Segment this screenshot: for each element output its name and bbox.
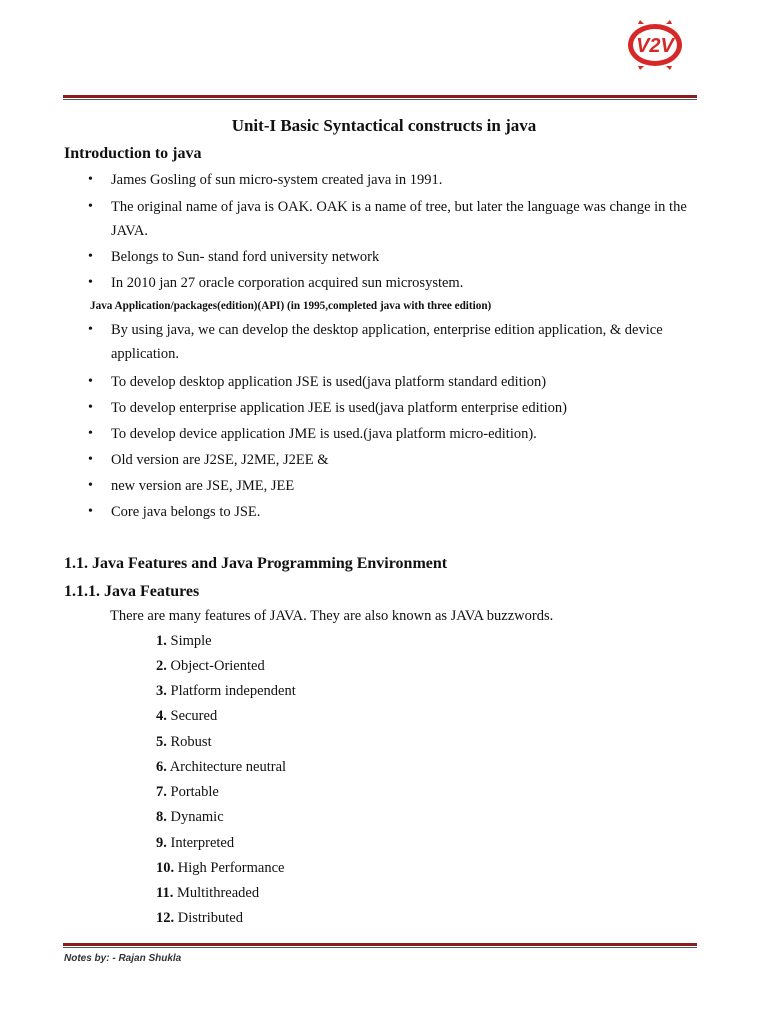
header-divider	[63, 95, 697, 100]
feature-item: 5. Robust	[156, 734, 212, 750]
v2v-logo	[624, 20, 686, 70]
api-bullet: • new version are JSE, JME, JEE	[88, 478, 295, 494]
page-title: Unit-I Basic Syntactical constructs in java	[231, 116, 537, 135]
intro-heading: Introduction to java	[64, 145, 202, 162]
footer-divider	[63, 943, 697, 948]
feature-item: 4. Secured	[156, 708, 218, 724]
feature-item: 1. Simple	[156, 633, 212, 649]
intro-bullet: • Belongs to Sun- stand ford university network	[88, 249, 380, 265]
api-bullet: • To develop device application JME is used.(java platform micro-edition).	[88, 426, 537, 442]
api-subheading: Java Application/packages(edition)(API) (in 1995,completed java with three edition)	[90, 300, 492, 312]
feature-item: 2. Object-Oriented	[156, 658, 265, 674]
api-bullet: • To develop enterprise application JEE is used(java platform enterprise edition)	[88, 400, 567, 416]
api-bullet: • Old version are J2SE, J2ME, J2EE &	[88, 452, 329, 468]
footer-note: Notes by: - Rajan Shukla	[64, 953, 182, 964]
intro-bullet: • In 2010 jan 27 oracle corporation acquired sun microsystem.	[88, 275, 464, 291]
feature-item: 8. Dynamic	[156, 809, 224, 825]
features-intro: There are many features of JAVA. They are also known as JAVA buzzwords.	[110, 608, 554, 624]
api-bullet: • To develop desktop application JSE is used(java platform standard edition)	[88, 374, 547, 390]
feature-item: 10. High Performance	[156, 860, 285, 876]
feature-item: 7. Portable	[156, 784, 219, 800]
feature-item: 6. Architecture neutral	[156, 759, 287, 775]
section-heading: 1.1. Java Features and Java Programming Environment	[64, 555, 448, 572]
section-subheading: 1.1.1. Java Features	[64, 583, 200, 600]
intro-bullet: • The original name of java is OAK. OAK is a name of tree, but later the language was change in the JAVA.	[88, 199, 687, 239]
api-bullet: • By using java, we can develop the desktop application, enterprise edition application, & device application.	[88, 322, 663, 362]
feature-item: 12. Distributed	[156, 910, 243, 926]
intro-bullet: • James Gosling of sun micro-system created java in 1991.	[88, 172, 443, 188]
api-bullet: • Core java belongs to JSE.	[88, 504, 261, 520]
feature-item: 3. Platform independent	[156, 683, 296, 699]
logo-text: V2V	[636, 35, 674, 57]
feature-item: 9. Interpreted	[156, 835, 235, 851]
feature-item: 11. Multithreaded	[156, 885, 260, 901]
